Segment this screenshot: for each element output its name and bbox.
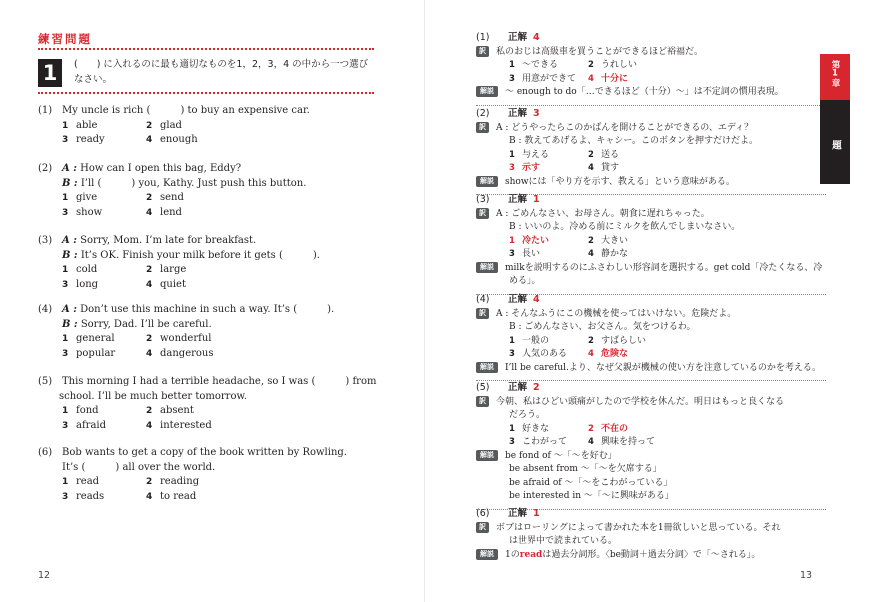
speaker-label: A :: [62, 304, 77, 315]
explanation-tag: 解説: [476, 176, 498, 187]
correct-answer-value: 4: [533, 32, 540, 43]
question-line: [35, 390, 378, 405]
page-number-right: 13: [800, 570, 813, 581]
translation-line: [476, 321, 816, 335]
explanation-text: be interested in 〜「〜に興味がある」: [509, 491, 674, 501]
translation-line: [476, 396, 816, 410]
explanation-line: [476, 262, 823, 276]
answer-header: [476, 107, 816, 121]
explanation-tag: 解説: [476, 362, 498, 373]
explanation-tag: 解説: [476, 86, 498, 97]
translation-line: [476, 221, 816, 235]
answer-option-text: すばらしい: [601, 335, 647, 346]
answer-option-text: 用意ができて: [522, 73, 577, 84]
translation-tag: 訳: [476, 208, 489, 219]
question-line: [38, 375, 378, 390]
option-text: long: [76, 278, 99, 290]
explanation-line: [476, 86, 816, 100]
question-1: [38, 104, 378, 148]
translation-tag: 訳: [476, 46, 489, 57]
translation-line: [476, 535, 816, 549]
answer-option-text: 好きな: [522, 423, 550, 434]
option-text: quiet: [160, 278, 186, 290]
option-3[interactable]: [62, 419, 146, 434]
speaker-label: B :: [62, 249, 78, 261]
answer-option-text: 長い: [522, 249, 541, 259]
answer-option-number: 1: [509, 335, 515, 346]
answer-2: [476, 107, 816, 195]
answer-option-number: 3: [509, 163, 515, 173]
question-text: This morning I had a terrible headache, so I was ( ) from: [62, 376, 377, 387]
option-number: 4: [146, 279, 153, 290]
translation-tag: 訳: [476, 396, 489, 407]
answer-header: [476, 507, 816, 521]
speaker-label: B :: [62, 318, 78, 330]
translation-text: 私のおじは高級車を買うことができるほど裕福だ。: [496, 46, 704, 57]
explanation-tag: 解説: [476, 549, 498, 560]
option-3[interactable]: [62, 278, 146, 293]
question-line: [38, 177, 378, 192]
option-2[interactable]: [146, 404, 306, 419]
option-number: 1: [62, 193, 69, 204]
answer-number: (1): [476, 32, 490, 43]
speaker-label: A :: [62, 163, 77, 174]
explanation-text: milkを説明するのにふさわしい形容詞を選択する。get cold「冷たくなる、冷: [505, 262, 823, 273]
translation-text: ボブはローリングによって書かれた本を1冊欲しいと思っている。それ: [496, 522, 781, 533]
options-grid: [38, 119, 378, 148]
explanation-text: 〜 enough to do「…できるほど（十分）〜」は不定詞の慣用表現。: [505, 87, 784, 97]
answer-3: [476, 193, 823, 295]
answer-option-number: 4: [588, 163, 594, 173]
answer-option-4: [588, 248, 748, 262]
option-text: cold: [76, 264, 98, 276]
translation-text: B : いいのよ。冷める前にミルクを飲んでしまいなさい。: [509, 222, 741, 232]
answer-option-text: 十分に: [601, 73, 629, 84]
chapter-title: [820, 100, 871, 184]
option-text: absent: [160, 405, 194, 417]
answer-option-3: [509, 348, 588, 362]
option-2[interactable]: [146, 475, 306, 490]
question-4: [38, 303, 378, 361]
answer-option-number: 2: [588, 423, 594, 434]
question-line: [38, 104, 378, 119]
question-line: [38, 461, 378, 476]
correct-answer-value: 1: [533, 508, 540, 519]
answer-option-number: 2: [588, 149, 594, 160]
option-2[interactable]: [146, 119, 306, 134]
explanation-tag: 解説: [476, 450, 498, 461]
answer-option-number: 2: [588, 235, 594, 246]
option-text: enough: [160, 134, 198, 146]
translation-text: 今朝、私はひどい頭痛がしたので学校を休んだ。明日はもっと良くなる: [496, 396, 785, 407]
answer-option-text: 示す: [522, 163, 541, 173]
translation-tag: 訳: [476, 308, 489, 319]
answer-options: [476, 149, 816, 176]
explanation-line: [476, 463, 816, 477]
correct-answer-value: 3: [533, 108, 540, 119]
translation-line: [476, 308, 816, 322]
translation-tag: 訳: [476, 122, 489, 133]
question-number: (3): [38, 235, 53, 246]
answer-option-number: 3: [509, 73, 515, 84]
question-text: Bob wants to get a copy of the book written by Rowling.: [62, 447, 347, 458]
answer-6: [476, 507, 816, 562]
translation-line: [476, 46, 816, 60]
answer-options: [476, 335, 816, 362]
option-text: reads: [76, 490, 105, 502]
answer-option-4: [588, 73, 748, 87]
answer-option-number: 2: [588, 60, 594, 70]
option-number: 1: [62, 265, 69, 276]
translation-text: だろう。: [509, 410, 546, 420]
answer-1: [476, 31, 816, 106]
translation-line: [476, 122, 816, 136]
option-text: general: [76, 333, 115, 345]
chapter-label: [820, 54, 850, 100]
answer-separator: [476, 105, 826, 106]
question-text: school. I’ll be much better tomorrow.: [59, 390, 248, 402]
explanation-line: [476, 477, 816, 491]
translation-text: は世界中で読まれている。: [509, 536, 618, 546]
option-text: interested: [160, 419, 212, 431]
question-5: [38, 375, 378, 433]
answer-option-text: 冷たい: [522, 235, 550, 246]
option-text: glad: [160, 119, 182, 131]
correct-answer-label: 正解: [508, 108, 528, 119]
dotted-rule-bottom: [38, 92, 374, 94]
dotted-rule-top: [38, 48, 374, 50]
translation-text: A : ごめんなさい、お母さん。朝食に遅れちゃった。: [496, 208, 710, 219]
explanation-pre: 1の: [505, 549, 520, 560]
answer-option-4: [588, 162, 748, 176]
answer-option-text: 興味を持って: [601, 437, 656, 447]
option-1[interactable]: [62, 263, 146, 278]
option-text: afraid: [76, 419, 107, 431]
correct-answer-label: 正解: [508, 194, 528, 205]
answer-option-2: [588, 423, 748, 437]
answer-option-text: うれしい: [601, 60, 638, 70]
answer-option-text: 不在の: [601, 423, 629, 434]
option-3[interactable]: [62, 490, 146, 505]
option-text: read: [76, 476, 100, 488]
answer-option-4: [588, 348, 748, 362]
option-number: 3: [62, 135, 69, 146]
correct-answer-label: 正解: [508, 508, 528, 519]
answer-option-3: [509, 436, 588, 450]
answer-option-2: [588, 59, 748, 73]
answer-number: (5): [476, 382, 490, 393]
translation-line: [476, 208, 816, 222]
answer-option-text: 送る: [601, 149, 620, 160]
option-number: 3: [62, 491, 69, 502]
option-number: 2: [146, 265, 153, 276]
translation-line: [476, 409, 816, 423]
option-2[interactable]: [146, 191, 306, 206]
option-3[interactable]: [62, 206, 146, 221]
explanation-line: [476, 275, 816, 289]
answer-option-number: 1: [509, 423, 515, 434]
answer-option-2: [588, 235, 748, 249]
answer-number: (2): [476, 108, 490, 119]
option-2[interactable]: [146, 332, 306, 347]
answer-option-1: [509, 149, 588, 163]
option-1[interactable]: [62, 404, 146, 419]
answer-option-1: [509, 59, 588, 73]
question-number: (4): [38, 304, 53, 315]
translation-text: A : そんなふうにこの機械を使ってはいけない。危険だよ。: [496, 308, 737, 319]
answer-option-text: 静かな: [601, 249, 629, 259]
translation-text: B : ごめんなさい、お父さん。気をつけるわ。: [509, 322, 696, 332]
question-number: (1): [38, 105, 53, 116]
option-text: dangerous: [160, 347, 214, 359]
option-number: 2: [146, 406, 153, 417]
correct-answer-label: 正解: [508, 32, 528, 43]
option-4[interactable]: [146, 133, 306, 148]
translation-tag: 訳: [476, 522, 489, 533]
option-4[interactable]: [146, 206, 306, 221]
answer-option-text: 貸す: [601, 163, 620, 173]
answer-options: [476, 235, 816, 262]
option-number: 3: [62, 279, 69, 290]
option-3[interactable]: [62, 347, 146, 362]
explanation-line: [476, 549, 816, 563]
question-6: [38, 446, 378, 504]
question-line: [38, 234, 378, 249]
option-number: 4: [146, 348, 153, 359]
left-page: [0, 0, 425, 602]
explanation-text: be fond of 〜「〜を好む」: [505, 450, 617, 461]
speaker-label: B :: [62, 177, 78, 189]
option-text: able: [76, 119, 98, 131]
question-text: It’s ( ) all over the world.: [62, 461, 216, 473]
option-number: 4: [146, 491, 153, 502]
option-number: 1: [62, 406, 69, 417]
question-number: (5): [38, 376, 53, 387]
problem-number-box: 1: [38, 59, 62, 87]
option-text: large: [160, 264, 187, 276]
answer-options: [476, 423, 816, 450]
answer-number: (6): [476, 508, 490, 519]
option-1[interactable]: [62, 119, 146, 134]
translation-line: [476, 522, 816, 536]
answer-header: [476, 293, 816, 307]
question-text: My uncle is rich ( ) to buy an expensive car.: [62, 105, 310, 116]
answer-option-number: 3: [509, 349, 515, 359]
answer-option-text: 〜できる: [522, 60, 559, 70]
page-number-left: 12: [38, 570, 51, 581]
speaker-label: A :: [62, 235, 77, 246]
option-number: 4: [146, 207, 153, 218]
option-3[interactable]: [62, 133, 146, 148]
explanation-text: showには「やり方を示す、教える」という意味がある。: [505, 176, 735, 187]
option-number: 1: [62, 477, 69, 488]
option-4[interactable]: [146, 419, 306, 434]
answer-number: (4): [476, 294, 490, 305]
question-text: I’ll ( ) you, Kathy. Just push this button.: [80, 177, 307, 189]
answer-option-1: [509, 335, 588, 349]
option-number: 1: [62, 120, 69, 131]
answer-option-2: [588, 149, 748, 163]
question-number: (6): [38, 447, 53, 458]
explanation-line: [476, 176, 816, 190]
answer-5: [476, 381, 816, 510]
option-number: 2: [146, 334, 153, 345]
question-text: It’s OK. Finish your milk before it gets ( ).: [80, 249, 320, 261]
section-title: 練習問題: [38, 32, 92, 46]
options-grid: [38, 332, 378, 361]
correct-answer-value: 2: [533, 382, 540, 393]
question-line: [38, 162, 378, 177]
option-text: to read: [160, 490, 197, 502]
answer-header: [476, 31, 816, 45]
explanation-highlight: read: [519, 549, 543, 560]
answer-option-number: 4: [588, 73, 594, 84]
option-text: wonderful: [160, 333, 212, 345]
explanation-line: [476, 450, 816, 464]
instruction-text: ( ) に入れるのに最も適切なものを1，2，3，4 の中から一つ選びなさい。: [74, 59, 369, 85]
answer-option-text: 危険な: [601, 349, 629, 359]
answer-option-number: 4: [588, 349, 594, 359]
question-text: Sorry, Dad. I’ll be careful.: [80, 318, 212, 330]
option-number: 3: [62, 348, 69, 359]
option-number: 3: [62, 207, 69, 218]
options-grid: [38, 191, 378, 220]
answer-option-1: [509, 423, 588, 437]
question-line: [38, 249, 378, 264]
option-text: send: [160, 192, 184, 204]
option-text: ready: [76, 134, 105, 146]
chapter-label-text: 第1章: [830, 60, 840, 87]
option-text: popular: [76, 347, 116, 359]
question-number: (2): [38, 163, 53, 174]
answer-4: [476, 293, 821, 381]
option-1[interactable]: [62, 191, 146, 206]
option-text: give: [76, 192, 98, 204]
question-line: [38, 318, 378, 333]
explanation-text: I’ll be careful.より、なぜ父親が機械の使い方を注意しているのかを考える。: [505, 362, 821, 373]
answer-option-1: [509, 235, 588, 249]
explanation-text: める」。: [509, 276, 541, 286]
answer-option-2: [588, 335, 748, 349]
question-text: Don’t use this machine in such a way. It’s ( ).: [80, 304, 335, 315]
answer-option-number: 4: [588, 437, 594, 447]
answer-option-text: 与える: [522, 149, 550, 160]
question-line: [38, 446, 378, 461]
explanation-post: は過去分詞形。〈be動詞＋過去分詞〉で「〜される」。: [542, 549, 761, 560]
answer-option-3: [509, 162, 588, 176]
options-grid: [38, 404, 378, 433]
translation-line: [476, 135, 816, 149]
translation-text: B : 教えてあげるよ、キャシー。このボタンを押すだけだよ。: [509, 136, 759, 146]
answer-options: [476, 59, 816, 86]
answer-option-number: 1: [509, 235, 515, 246]
answer-option-text: 大きい: [601, 235, 629, 246]
option-number: 3: [62, 420, 69, 431]
option-number: 4: [146, 420, 153, 431]
answer-option-number: 3: [509, 437, 515, 447]
answer-option-text: 人気のある: [522, 349, 568, 359]
correct-answer-label: 正解: [508, 294, 528, 305]
option-4[interactable]: [146, 490, 306, 505]
explanation-tag: 解説: [476, 262, 498, 273]
correct-answer-value: 4: [533, 294, 540, 305]
question-2: [38, 162, 378, 220]
option-number: 2: [146, 120, 153, 131]
question-3: [38, 234, 378, 292]
chapter-tab: [820, 54, 871, 184]
answer-option-text: 一般の: [522, 335, 550, 346]
chapter-title-text: 短文の穴うめ問題: [830, 108, 871, 182]
answer-option-number: 3: [509, 249, 515, 259]
explanation-text: be absent from 〜「〜を欠席する」: [509, 464, 662, 474]
option-4[interactable]: [146, 278, 306, 293]
option-number: 1: [62, 334, 69, 345]
explanation-line: [476, 490, 816, 504]
options-grid: [38, 263, 378, 292]
answer-option-4: [588, 436, 748, 450]
answer-option-number: 1: [509, 60, 515, 70]
option-text: show: [76, 206, 103, 218]
option-2[interactable]: [146, 263, 306, 278]
option-text: lend: [160, 206, 182, 218]
answer-header: [476, 381, 816, 395]
answer-option-3: [509, 248, 588, 262]
translation-text: A : どうやったらこのかばんを開けることができるの、エディ？: [496, 122, 754, 133]
question-text: How can I open this bag, Eddy?: [80, 163, 242, 174]
option-1[interactable]: [62, 475, 146, 490]
option-text: fond: [76, 405, 99, 417]
answer-option-3: [509, 73, 588, 87]
answer-number: (3): [476, 194, 490, 205]
explanation-line: [476, 362, 821, 376]
option-text: reading: [160, 476, 200, 488]
answer-option-number: 2: [588, 335, 594, 346]
question-line: [38, 303, 378, 318]
answer-header: [476, 193, 816, 207]
answer-option-number: 4: [588, 249, 594, 259]
options-grid: [38, 475, 378, 504]
question-text: Sorry, Mom. I’m late for breakfast.: [80, 235, 257, 246]
correct-answer-value: 1: [533, 194, 540, 205]
option-1[interactable]: [62, 332, 146, 347]
correct-answer-label: 正解: [508, 382, 528, 393]
option-number: 2: [146, 477, 153, 488]
answer-option-text: こわがって: [522, 437, 568, 447]
option-number: 4: [146, 135, 153, 146]
answer-option-number: 1: [509, 149, 515, 160]
option-4[interactable]: [146, 347, 306, 362]
explanation-text: be afraid of 〜「〜をこわがっている」: [509, 477, 673, 488]
option-number: 2: [146, 193, 153, 204]
